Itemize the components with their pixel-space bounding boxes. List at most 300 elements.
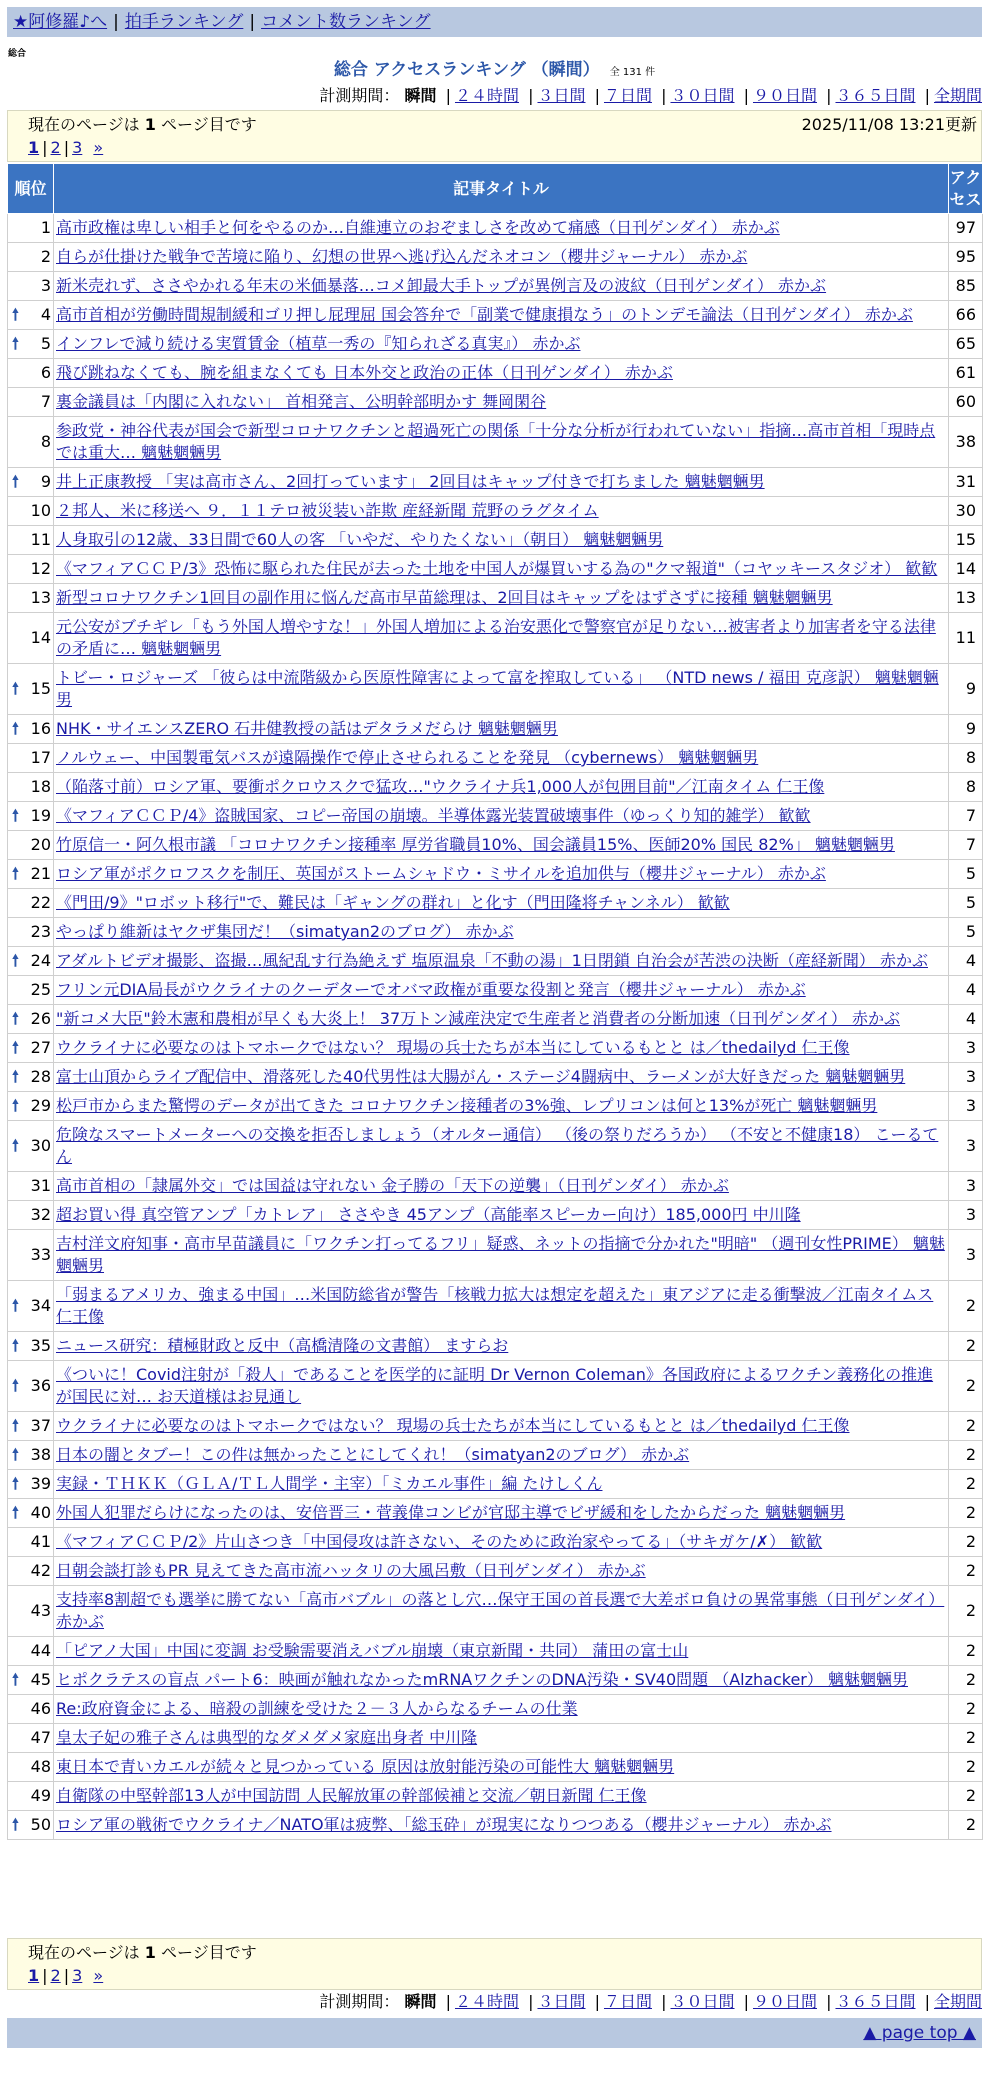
- ranking-table: [7, 163, 983, 1840]
- page-3-link[interactable]: 3: [72, 1966, 83, 1985]
- period-24h-link[interactable]: ２４時間: [454, 86, 519, 105]
- period-all-link[interactable]: 全期間: [933, 86, 982, 105]
- rank-number: 14: [30, 628, 51, 647]
- period-365d-link[interactable]: ３６５日間: [835, 1992, 916, 2011]
- rank-up-arrow-icon: 🠕: [12, 806, 19, 825]
- rank-cell: [8, 918, 54, 947]
- table-row: [8, 1121, 983, 1172]
- rank-cell: [8, 1666, 54, 1695]
- access-count: 7: [949, 831, 983, 860]
- article-title-link[interactable]: 人身取引の12歳、33日間で60人の客 「いやだ、やりたくない」（朝日） 魑魅魍魎男: [56, 530, 664, 549]
- rank-cell: [8, 1470, 54, 1499]
- pagination-top: [28, 138, 103, 158]
- access-count: 3: [949, 1063, 983, 1092]
- pager-separator: |: [63, 1966, 70, 1985]
- rank-number: 33: [30, 1245, 51, 1264]
- table-row: [8, 1005, 983, 1034]
- rank-number: 9: [40, 472, 51, 491]
- rank-number: 13: [30, 588, 51, 607]
- article-title-link[interactable]: 実録・ＴＨＫＫ（ＧＬＡ/ＴＬ人間学・主宰）「ミカエル事件」編 たけしくん: [56, 1474, 603, 1493]
- table-row: [8, 1063, 983, 1092]
- table-row: [8, 1230, 983, 1281]
- title-cell: [54, 664, 949, 715]
- title-cell: [54, 1121, 949, 1172]
- rank-cell: [8, 889, 54, 918]
- article-title-link[interactable]: 超お買い得 真空管アンプ「カトレア」 ささやき 45アンプ（高能率スピーカー向け）185,000円 中川隆: [56, 1205, 801, 1224]
- access-count: 2: [949, 1811, 983, 1840]
- article-title-link[interactable]: ロシア軍の戦術でウクライナ／NATO軍は疲弊、「総玉砕」が現実になりつつある（櫻井ジャーナル） 赤かぶ: [56, 1815, 832, 1834]
- access-count: 95: [949, 243, 983, 272]
- rank-cell: [8, 1499, 54, 1528]
- page-info-bottom: [7, 1938, 982, 1990]
- rank-cell: [8, 1586, 54, 1637]
- rank-up-arrow-icon: 🠕: [12, 719, 19, 738]
- rank-number: 24: [30, 951, 51, 970]
- rank-cell: [8, 802, 54, 831]
- access-count: 2: [949, 1557, 983, 1586]
- rank-up-arrow-icon: 🠕: [12, 864, 19, 883]
- period-24h-link[interactable]: ２４時間: [454, 1992, 519, 2011]
- access-count: 3: [949, 1201, 983, 1230]
- rank-cell: [8, 1092, 54, 1121]
- access-count: 31: [949, 468, 983, 497]
- article-title-link[interactable]: インフレで減り続ける実質賃金（植草一秀の『知られざる真実』） 赤かぶ: [56, 334, 581, 353]
- title-cell: [54, 1063, 949, 1092]
- access-count: 11: [949, 613, 983, 664]
- footer-bar: [7, 2018, 982, 2048]
- article-title-link[interactable]: 《ついに！Covid注射が「殺人」であることを医学的に証明 Dr Vernon Coleman》各国政府によるワクチン義務化の推進が国民に対… お天道様はお見通し: [56, 1365, 934, 1406]
- table-row: [8, 860, 983, 889]
- page-number: 1: [144, 1943, 156, 1962]
- period-30d-link[interactable]: ３０日間: [670, 86, 735, 105]
- title-cell: [54, 1782, 949, 1811]
- article-title-link[interactable]: 東日本で青いカエルが続々と見つかっている 原因は放射能汚染の可能性大 魑魅魍魎男: [56, 1757, 675, 1776]
- period-7d-link[interactable]: ７日間: [603, 1992, 652, 2011]
- access-count: 2: [949, 1281, 983, 1332]
- title-cell: [54, 1201, 949, 1230]
- rank-number: 21: [30, 864, 51, 883]
- rank-cell: [8, 744, 54, 773]
- access-count: 65: [949, 330, 983, 359]
- period-90d-link[interactable]: ９０日間: [752, 1992, 817, 2011]
- rank-number: 11: [30, 530, 51, 549]
- title-cell: [54, 214, 949, 243]
- rank-up-arrow-icon: 🠕: [12, 1503, 19, 1522]
- title-cell: [54, 1666, 949, 1695]
- period-365d-link[interactable]: ３６５日間: [835, 86, 916, 105]
- access-header: アクセス: [949, 164, 983, 214]
- article-title-link[interactable]: Re:政府資金による、暗殺の訓練を受けた２－３人からなるチームの仕業: [56, 1699, 578, 1718]
- table-row: [8, 1092, 983, 1121]
- access-count: 13: [949, 584, 983, 613]
- rank-number: 31: [30, 1176, 51, 1195]
- rank-number: 20: [30, 835, 51, 854]
- table-row: [8, 1782, 983, 1811]
- rank-cell: [8, 1412, 54, 1441]
- table-row: [8, 802, 983, 831]
- rank-cell: [8, 947, 54, 976]
- rank-number: 19: [30, 806, 51, 825]
- rank-cell: [8, 1201, 54, 1230]
- page-top-link[interactable]: ▲ page top ▲: [863, 2023, 976, 2043]
- title-cell: [54, 1172, 949, 1201]
- rank-up-arrow-icon: 🠕: [12, 679, 19, 698]
- title-cell: [54, 976, 949, 1005]
- table-row: [8, 555, 983, 584]
- rank-number: 1: [40, 218, 51, 237]
- article-title-link[interactable]: ヒポクラテスの盲点 パート6：映画が触れなかったmRNAワクチンのDNA汚染・SV40問題 （Alzhacker） 魑魅魍魎男: [56, 1670, 908, 1689]
- page-title-row: [0, 60, 989, 83]
- title-cell: [54, 1695, 949, 1724]
- period-separator: |: [445, 86, 451, 105]
- access-count: 97: [949, 214, 983, 243]
- page-1-link[interactable]: 1: [28, 1966, 40, 1985]
- rank-cell: [8, 664, 54, 715]
- rank-up-arrow-icon: 🠕: [12, 1474, 19, 1493]
- article-title-link[interactable]: 日朝会談打診もPR 見えてきた高市流ハッタリの大風呂敷（日刊ゲンダイ） 赤かぶ: [56, 1561, 646, 1580]
- rank-up-arrow-icon: 🠕: [12, 1296, 19, 1315]
- rank-cell: [8, 1063, 54, 1092]
- period-separator: |: [594, 86, 600, 105]
- rank-number: 16: [30, 719, 51, 738]
- table-row: [8, 976, 983, 1005]
- rank-number: 39: [30, 1474, 51, 1493]
- title-cell: [54, 359, 949, 388]
- current-page-text: [28, 1943, 257, 1963]
- title-cell: [54, 555, 949, 584]
- title-cell: [54, 1441, 949, 1470]
- page-title: 総合 アクセスランキング （瞬間）: [333, 60, 600, 80]
- period-separator: |: [528, 86, 534, 105]
- rank-number: 38: [30, 1445, 51, 1464]
- rank-cell: [8, 1441, 54, 1470]
- article-title-link[interactable]: 《マフィアＣＣＰ/3》恐怖に駆られた住民が去った土地を中国人が爆買いする為の"クマ報道"（コヤッキースタジオ） 歓歓: [56, 559, 938, 578]
- period-separator: |: [743, 1992, 749, 2011]
- home-link[interactable]: ★阿修羅♪へ: [13, 12, 108, 32]
- rank-cell: [8, 468, 54, 497]
- article-title-link[interactable]: 皇太子妃の雅子さんは典型的なダメダメ家庭出身者 中川隆: [56, 1728, 478, 1747]
- table-row: [8, 1753, 983, 1782]
- title-cell: [54, 1332, 949, 1361]
- page-3-link[interactable]: 3: [72, 138, 83, 157]
- period-separator: |: [924, 1992, 930, 2011]
- rank-cell: [8, 388, 54, 417]
- period-all-link[interactable]: 全期間: [933, 1992, 982, 2011]
- period-separator: |: [826, 86, 832, 105]
- title-header: 記事タイトル: [54, 164, 949, 214]
- title-cell: [54, 330, 949, 359]
- title-cell: [54, 1034, 949, 1063]
- rank-cell: [8, 272, 54, 301]
- rank-cell: [8, 1811, 54, 1840]
- rank-number: 40: [30, 1503, 51, 1522]
- access-count: 2: [949, 1528, 983, 1557]
- period-30d-link[interactable]: ３０日間: [670, 1992, 735, 2011]
- access-count: 5: [949, 860, 983, 889]
- rank-cell: [8, 497, 54, 526]
- category-label: 総合: [8, 49, 27, 59]
- title-cell: [54, 497, 949, 526]
- rank-cell: [8, 1557, 54, 1586]
- title-cell: [54, 1499, 949, 1528]
- access-count: 30: [949, 497, 983, 526]
- title-cell: [54, 802, 949, 831]
- article-title-link[interactable]: 「ピアノ大国」中国に変調 お受験需要消えバブル崩壊（東京新聞・共同） 蒲田の富士山: [56, 1641, 689, 1660]
- rank-number: 49: [30, 1786, 51, 1805]
- rank-cell: [8, 1637, 54, 1666]
- rank-number: 29: [30, 1096, 51, 1115]
- period-current: 瞬間: [404, 1992, 437, 2011]
- access-count: 15: [949, 526, 983, 555]
- article-title-link[interactable]: ウクライナに必要なのはトマホークではない？ 現場の兵士たちが本当にしているもとと は／thedailyd 仁王像: [56, 1038, 850, 1057]
- table-row: [8, 1528, 983, 1557]
- access-count: 3: [949, 1230, 983, 1281]
- rank-cell: [8, 1172, 54, 1201]
- rank-number: 7: [40, 392, 51, 411]
- access-count: 38: [949, 417, 983, 468]
- access-count: 3: [949, 1034, 983, 1063]
- rank-up-arrow-icon: 🠕: [12, 1067, 19, 1086]
- period-7d-link[interactable]: ７日間: [603, 86, 652, 105]
- rank-number: 42: [30, 1561, 51, 1580]
- table-row: [8, 1172, 983, 1201]
- rank-cell: [8, 613, 54, 664]
- access-count: 2: [949, 1470, 983, 1499]
- article-title-link[interactable]: 松戸市からまた驚愕のデータが出てきた コロナワクチン接種者の3%強、レプリコンは何と13%が死亡 魑魅魍魎男: [56, 1096, 878, 1115]
- rank-up-arrow-icon: 🠕: [12, 334, 19, 353]
- period-separator: |: [528, 1992, 534, 2011]
- page-info-top: [7, 110, 982, 162]
- article-title-link[interactable]: 外国人犯罪だらけになったのは、安倍晋三・菅義偉コンビが官邸主導でビザ緩和をしたからだった 魑魅魍魎男: [56, 1503, 846, 1522]
- title-cell: [54, 417, 949, 468]
- title-cell: [54, 1637, 949, 1666]
- access-count: 5: [949, 889, 983, 918]
- title-cell: [54, 584, 949, 613]
- rank-cell: [8, 1005, 54, 1034]
- page-prefix: 現在のページは: [28, 1943, 140, 1962]
- nav-separator: |: [113, 12, 119, 32]
- table-row: [8, 715, 983, 744]
- access-count: 4: [949, 976, 983, 1005]
- rank-number: 44: [30, 1641, 51, 1660]
- table-row: [8, 1586, 983, 1637]
- article-title-link[interactable]: （陥落寸前）ロシア軍、要衝ポクロウスクで猛攻…"ウクライナ兵1,000人が包囲目前"／江南タイム 仁王像: [56, 777, 825, 796]
- article-title-link[interactable]: 高市政権は卑しい相手と何をやるのか…自維連立のおぞましさを改めて痛感（日刊ゲンダイ） 赤かぶ: [56, 218, 780, 237]
- pagination-bottom: [28, 1966, 103, 1986]
- clap-ranking-link[interactable]: 拍手ランキング: [124, 12, 244, 32]
- title-cell: [54, 613, 949, 664]
- access-count: 61: [949, 359, 983, 388]
- table-header-row: [8, 164, 983, 214]
- current-page-text: [28, 115, 257, 135]
- access-count: 85: [949, 272, 983, 301]
- title-cell: [54, 1724, 949, 1753]
- article-title-link[interactable]: 《マフィアＣＣＰ/4》盗賊国家、コピー帝国の崩壊。半導体露光装置破壊事件（ゆっくり知的雑学） 歓歓: [56, 806, 811, 825]
- rank-number: 36: [30, 1376, 51, 1395]
- title-cell: [54, 243, 949, 272]
- title-cell: [54, 1092, 949, 1121]
- rank-cell: [8, 1034, 54, 1063]
- rank-cell: [8, 330, 54, 359]
- table-row: [8, 497, 983, 526]
- article-title-link[interactable]: 元公安がブチギレ「もう外国人増やすな！」外国人増加による治安悪化で警察官が足りない…被害者より加害者を守る法律の矛盾に… 魑魅魍魎男: [56, 617, 936, 658]
- article-title-link[interactable]: 《マフィアＣＣＰ/2》片山さつき「中国侵攻は許さない、そのために政治家やってる」（サキガケ/✗） 歓歓: [56, 1532, 823, 1551]
- table-row: [8, 359, 983, 388]
- title-cell: [54, 468, 949, 497]
- title-cell: [54, 918, 949, 947]
- access-count: 2: [949, 1499, 983, 1528]
- rank-up-arrow-icon: 🠕: [12, 1815, 19, 1834]
- article-title-link[interactable]: ロシア軍がポクロフスクを制圧、英国がストームシャドウ・ミサイルを追加供与（櫻井ジャーナル） 赤かぶ: [56, 864, 826, 883]
- article-title-link[interactable]: 飛び跳ねなくても、腕を組まなくても 日本外交と政治の正体（日刊ゲンダイ） 赤かぶ: [56, 363, 673, 382]
- title-cell: [54, 773, 949, 802]
- title-cell: [54, 526, 949, 555]
- rank-cell: [8, 1695, 54, 1724]
- article-title-link[interactable]: ノルウェー、中国製電気バスが遠隔操作で停止させられることを発見 （cybernews） 魑魅魍魎男: [56, 748, 759, 767]
- rank-number: 23: [30, 922, 51, 941]
- title-cell: [54, 301, 949, 330]
- rank-cell: [8, 359, 54, 388]
- rank-cell: [8, 773, 54, 802]
- article-title-link[interactable]: 新米売れず、ささやかれる年末の米価暴落…コメ卸最大手トップが異例言及の波紋（日刊ゲンダイ） 赤かぶ: [56, 276, 827, 295]
- rank-cell: [8, 1230, 54, 1281]
- table-row: [8, 214, 983, 243]
- article-title-link[interactable]: 自衛隊の中堅幹部13人が中国訪問 人民解放軍の幹部候補と交流／朝日新聞 仁王像: [56, 1786, 647, 1805]
- rank-cell: [8, 301, 54, 330]
- article-title-link[interactable]: 井上正康教授 「実は高市さん、2回打っています」 2回目はキャップ付きで打ちました 魑魅魍魎男: [56, 472, 765, 491]
- page-2-link[interactable]: 2: [50, 138, 61, 157]
- table-row: [8, 1724, 983, 1753]
- table-row: [8, 388, 983, 417]
- comment-ranking-link[interactable]: コメント数ランキング: [261, 12, 431, 32]
- article-title-link[interactable]: ２邦人、米に移送へ ９．１１テロ被災装い詐欺 産経新聞 荒野のラグタイム: [56, 501, 599, 520]
- access-count: 8: [949, 744, 983, 773]
- table-row: [8, 1034, 983, 1063]
- period-3d-link[interactable]: ３日間: [537, 86, 586, 105]
- article-title-link[interactable]: 《門田/9》"ロボット移行"で、難民は「ギャングの群れ」と化す（門田隆将チャンネル） 歓歓: [56, 893, 730, 912]
- rank-up-arrow-icon: 🠕: [12, 305, 19, 324]
- rank-number: 47: [30, 1728, 51, 1747]
- rank-up-arrow-icon: 🠕: [12, 1416, 19, 1435]
- access-count: 9: [949, 715, 983, 744]
- period-3d-link[interactable]: ３日間: [537, 1992, 586, 2011]
- article-title-link[interactable]: 吉村洋文府知事・高市早苗議員に「ワクチン打ってるフリ」疑惑、ネットの指摘で分かれた"明暗" （週刊女性PRIME） 魑魅魍魎男: [56, 1234, 945, 1275]
- rank-up-arrow-icon: 🠕: [12, 1096, 19, 1115]
- page-1-link[interactable]: 1: [28, 138, 40, 157]
- table-row: [8, 1499, 983, 1528]
- rank-cell: [8, 243, 54, 272]
- article-title-link[interactable]: やっぱり維新はヤクザ集団だ！（simatyan2のブログ） 赤かぶ: [56, 922, 514, 941]
- rank-number: 8: [40, 432, 51, 451]
- article-title-link[interactable]: ニュース研究：積極財政と反中（高橋清隆の文書館） ますらお: [56, 1336, 509, 1355]
- ranking-table-body: [8, 214, 983, 1840]
- table-row: [8, 1281, 983, 1332]
- rank-up-arrow-icon: 🠕: [12, 1670, 19, 1689]
- rank-number: 27: [30, 1038, 51, 1057]
- rank-number: 28: [30, 1067, 51, 1086]
- table-row: [8, 1470, 983, 1499]
- rank-number: 35: [30, 1336, 51, 1355]
- table-row: [8, 773, 983, 802]
- table-row: [8, 664, 983, 715]
- table-row: [8, 889, 983, 918]
- period-selector-bottom: [319, 1992, 982, 2012]
- table-row: [8, 330, 983, 359]
- article-title-link[interactable]: 新型コロナワクチン1回目の副作用に悩んだ高市早苗総理は、2回目はキャップをはずさずに接種 魑魅魍魎男: [56, 588, 833, 607]
- article-title-link[interactable]: ウクライナに必要なのはトマホークではない？ 現場の兵士たちが本当にしているもとと は／thedailyd 仁王像: [56, 1416, 850, 1435]
- next-page-link[interactable]: »: [93, 1966, 104, 1985]
- updated-timestamp: 2025/11/08 13:21更新: [801, 115, 977, 134]
- rank-up-arrow-icon: 🠕: [12, 1038, 19, 1057]
- page-suffix: ページ目です: [161, 1943, 257, 1962]
- table-row: [8, 417, 983, 468]
- title-cell: [54, 1557, 949, 1586]
- top-nav-bar: [7, 7, 982, 37]
- article-title-link[interactable]: アダルトビデオ撮影、盗撮…風紀乱す行為絶えず 塩原温泉「不動の湯」1日閉鎖 自治会が苦渋の決断（産経新聞） 赤かぶ: [56, 951, 928, 970]
- access-count: 2: [949, 1724, 983, 1753]
- access-count: 3: [949, 1121, 983, 1172]
- table-row: [8, 1201, 983, 1230]
- access-count: 2: [949, 1666, 983, 1695]
- article-title-link[interactable]: フリン元DIA局長がウクライナのクーデターでオバマ政権が重要な役割と発言（櫻井ジャーナル） 赤かぶ: [56, 980, 806, 999]
- table-row: [8, 584, 983, 613]
- article-title-link[interactable]: "新コメ大臣"鈴木憲和農相が早くも大炎上！ 37万トン減産決定で生産者と消費者の分断加速（日刊ゲンダイ） 赤かぶ: [56, 1009, 900, 1028]
- article-title-link[interactable]: 高市首相の「隷属外交」では国益は守れない 金子勝の「天下の逆襲」（日刊ゲンダイ） 赤かぶ: [56, 1176, 729, 1195]
- article-title-link[interactable]: 富士山頂からライブ配信中、滑落死した40代男性は大腸がん・ステージ4闘病中、ラーメンが大好きだった 魑魅魍魎男: [56, 1067, 906, 1086]
- title-cell: [54, 1528, 949, 1557]
- article-title-link[interactable]: 「弱まるアメリカ、強まる中国」…米国防総省が警告「核戦力拡大は想定を超えた」東アジアに走る衝撃波／江南タイムス 仁王像: [56, 1285, 934, 1326]
- table-row: [8, 613, 983, 664]
- rank-cell: [8, 1121, 54, 1172]
- access-count: 2: [949, 1753, 983, 1782]
- article-title-link[interactable]: 裏金議員は「内閣に入れない」 首相発言、公明幹部明かす 舞岡閑谷: [56, 392, 547, 411]
- total-count: 全 131 件: [609, 67, 656, 78]
- article-title-link[interactable]: 日本の闇とタブー！この件は無かったことにしてくれ！（simatyan2のブログ） 赤かぶ: [56, 1445, 690, 1464]
- article-title-link[interactable]: 支持率8割超でも選挙に勝てない「高市バブル」の落とし穴…保守王国の首長選で大差ボロ負けの異常事態（日刊ゲンダイ） 赤かぶ: [56, 1590, 945, 1631]
- article-title-link[interactable]: 危険なスマートメーターへの交換を拒否しましょう（オルター通信） （後の祭りだろうか） （不安と不健康18） こーるてん: [56, 1125, 939, 1166]
- access-count: 4: [949, 1005, 983, 1034]
- rank-cell: [8, 1528, 54, 1557]
- title-cell: [54, 947, 949, 976]
- article-title-link[interactable]: 参政党・神谷代表が国会で新型コロナワクチンと超過死亡の関係「十分な分析が行われていない」指摘…高市首相「現時点では重大… 魑魅魍魎男: [56, 421, 936, 462]
- title-cell: [54, 744, 949, 773]
- article-title-link[interactable]: 竹原信一・阿久根市議 「コロナワクチン接種率 厚労省職員10%、国会議員15%、医師20% 国民 82%」 魑魅魍魎男: [56, 835, 895, 854]
- rank-number: 6: [40, 363, 51, 382]
- access-count: 5: [949, 918, 983, 947]
- rank-number: 3: [40, 276, 51, 295]
- access-count: 4: [949, 947, 983, 976]
- title-cell: [54, 1281, 949, 1332]
- rank-number: 45: [30, 1670, 51, 1689]
- table-row: [8, 1557, 983, 1586]
- article-title-link[interactable]: 高市首相が労働時間規制緩和ゴリ押し屁理屈 国会答弁で「副業で健康損なう」のトンデモ論法（日刊ゲンダイ） 赤かぶ: [56, 305, 913, 324]
- rank-cell: [8, 417, 54, 468]
- article-title-link[interactable]: 自らが仕掛けた戦争で苦境に陥り、幻想の世界へ逃げ込んだネオコン（櫻井ジャーナル） 赤かぶ: [56, 247, 748, 266]
- period-separator: |: [924, 86, 930, 105]
- rank-header: 順位: [8, 164, 54, 214]
- title-cell: [54, 1811, 949, 1840]
- access-count: 7: [949, 802, 983, 831]
- article-title-link[interactable]: NHK・サイエンスZERO 石井健教授の話はデタラメだらけ 魑魅魍魎男: [56, 719, 558, 738]
- title-cell: [54, 860, 949, 889]
- title-cell: [54, 1412, 949, 1441]
- article-title-link[interactable]: トビー・ロジャーズ 「彼らは中流階級から医原性障害によって富を搾取している」 （NTD news / 福田 克彦訳） 魑魅魍魎男: [56, 668, 939, 709]
- page-2-link[interactable]: 2: [50, 1966, 61, 1985]
- next-page-link[interactable]: »: [93, 138, 104, 157]
- period-90d-link[interactable]: ９０日間: [752, 86, 817, 105]
- rank-up-arrow-icon: 🠕: [12, 1336, 19, 1355]
- title-cell: [54, 1753, 949, 1782]
